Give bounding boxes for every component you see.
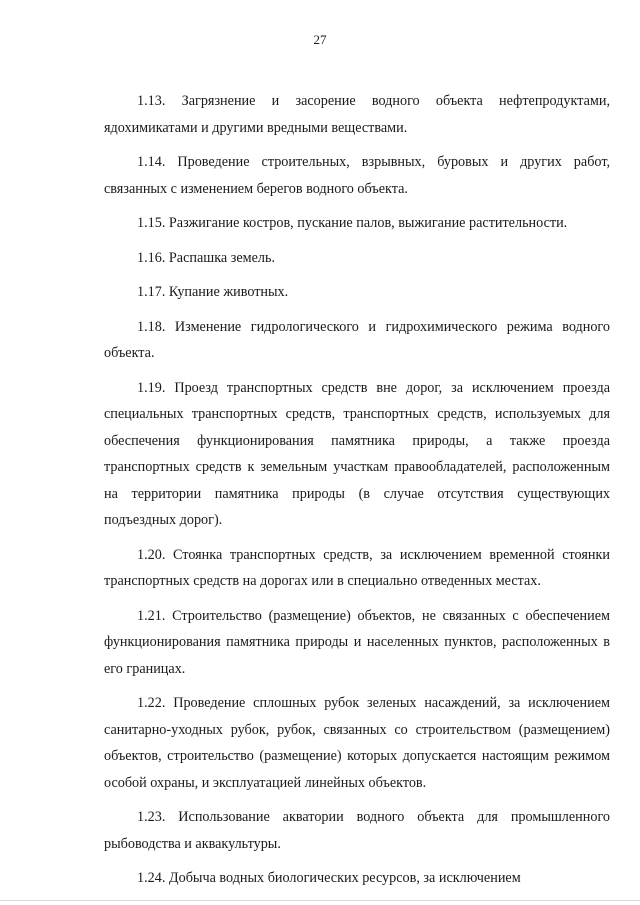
paragraph-1-20: 1.20. Стоянка транспортных средств, за исключением временной стоянки транспортных средств на дорогах или в специально отведенных местах. — [104, 546, 610, 589]
paragraph-1-19: 1.19. Проезд транспортных средств вне дорог, за исключением проезда специальных транспортных средств, транспортных средств, используемых для обеспечения функционирования памятника природы, а также проезда транспортных средств к земельным участкам правообладателей, расположенным на территории памятника природы (в случае отсутствия существующих подъездных дорог). — [104, 379, 610, 528]
paragraph-1-13: 1.13. Загрязнение и засорение водного объекта нефтепродуктами, ядохимикатами и другими вредными веществами. — [104, 93, 610, 136]
paragraph-1-15: 1.15. Разжигание костров, пускание палов, выжигание растительности. — [137, 215, 568, 231]
paragraph-1-23: 1.23. Использование акватории водного объекта для промышленного рыбоводства и аквакультуры. — [104, 809, 610, 852]
paragraph-1-17: 1.17. Купание животных. — [137, 284, 289, 300]
page-number: 27 — [313, 32, 327, 47]
paragraph-1-18: 1.18. Изменение гидрологического и гидрохимического режима водного объекта. — [104, 318, 610, 361]
paragraph-1-22: 1.22. Проведение сплошных рубок зеленых насаждений, за исключением санитарно-уходных рубок, рубок, связанных со строительством (размещением) объектов, строительство (размещение) которых допускается настоящим режимом особой охраны, и эксплуатацией линейных объектов. — [104, 695, 610, 791]
paragraph-1-16: 1.16. Распашка земель. — [137, 249, 276, 266]
paragraph-1-21: 1.21. Строительство (размещение) объектов, не связанных с обеспечением функционирования памятника природы и населенных пунктов, расположенных в его границах. — [104, 607, 610, 677]
document-body — [104, 88, 610, 900]
paragraph-1-14: 1.14. Проведение строительных, взрывных, буровых и других работ, связанных с изменением берегов водного объекта. — [104, 154, 610, 197]
paragraph-1-24: 1.24. Добыча водных биологических ресурсов, за исключением — [137, 870, 521, 886]
page-bottom-edge — [0, 900, 640, 901]
